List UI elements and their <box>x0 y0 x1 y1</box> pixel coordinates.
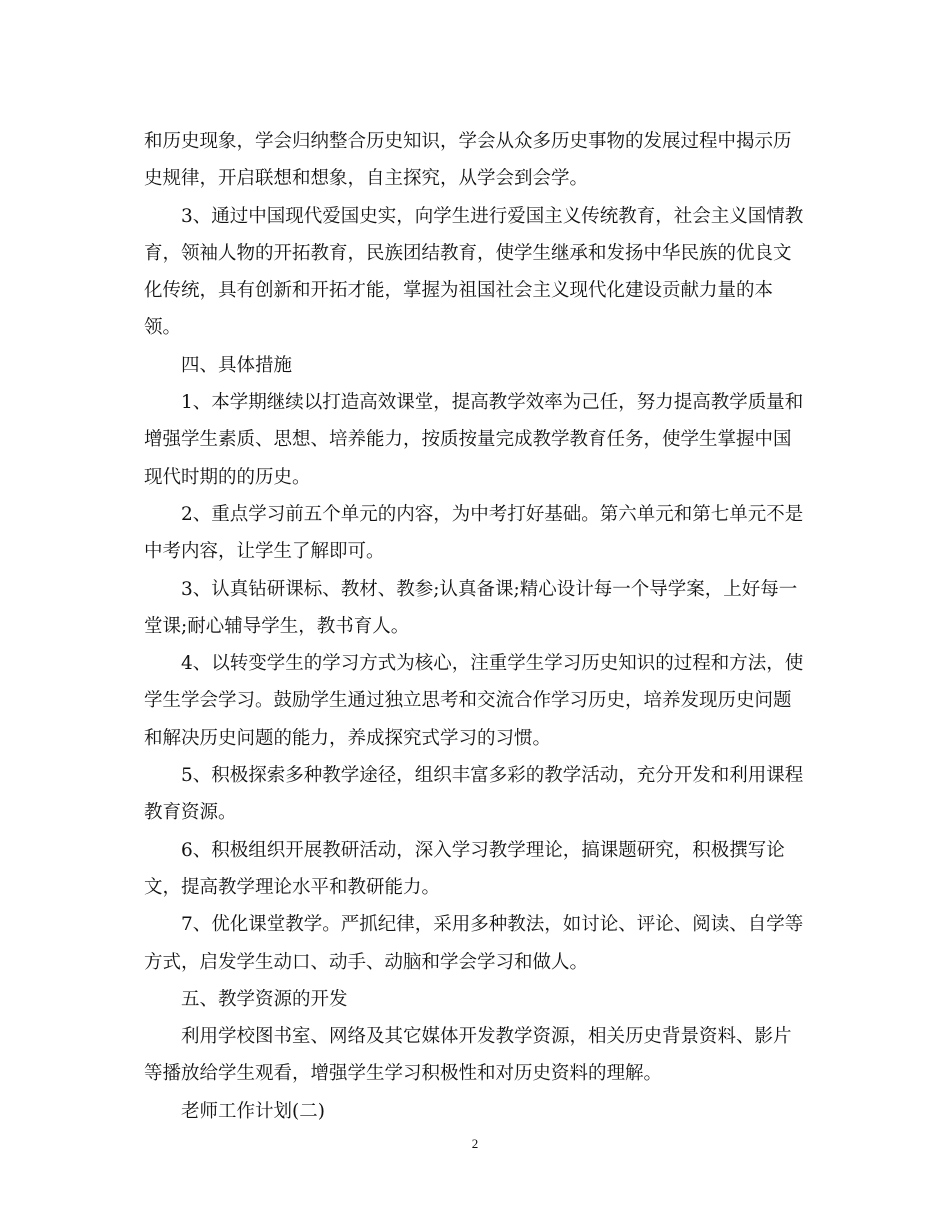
text-line: 教育资源。 <box>144 802 237 824</box>
text-line: 堂课;耐心辅导学生，教书育人。 <box>144 615 410 637</box>
paragraph <box>144 906 808 981</box>
text-line: 方式，启发学生动口、动手、动脑和学会学习和做人。 <box>144 951 589 973</box>
text-line: 6、积极组织开展教研活动，深入学习教学理论，搞课题研究，积极撰写论 <box>181 839 785 861</box>
text-line: 增强学生素质、思想、培养能力，按质按量完成教学教育任务，使学生掌握中国 <box>144 429 792 451</box>
text-line: 3、通过中国现代爱国史实，向学生进行爱国主义传统教育，社会主义国情教 <box>181 205 804 227</box>
document-body <box>144 123 808 1130</box>
text-line: 老师工作计划(二) <box>181 1100 325 1122</box>
text-line: 2、重点学习前五个单元的内容，为中考打好基础。第六单元和第七单元不是 <box>181 503 804 525</box>
text-line: 利用学校图书室、网络及其它媒体开发教学资源，相关历史背景资料、影片 <box>181 1026 792 1048</box>
text-line: 4、以转变学生的学习方式为核心，注重学生学习历史知识的过程和方法，使 <box>181 653 804 675</box>
text-line: 和历史现象，学会归纳整合历史知识，学会从众多历史事物的发展过程中揭示历 <box>144 131 792 152</box>
text-line: 化传统，具有创新和开拓才能，掌握为祖国社会主义现代化建设贡献力量的本 <box>144 280 774 302</box>
section-heading <box>144 1093 808 1130</box>
text-line: 现代时期的的历史。 <box>144 466 311 488</box>
paragraph <box>144 384 808 496</box>
paragraph <box>144 571 808 646</box>
paragraph <box>144 496 808 571</box>
text-line: 四、具体措施 <box>181 354 293 376</box>
text-line: 育，领袖人物的开拓教育，民族团结教育，使学生继承和发扬中华民族的优良文 <box>144 242 792 264</box>
paragraph <box>144 123 808 198</box>
paragraph <box>144 645 808 757</box>
text-line: 中考内容，让学生了解即可。 <box>144 541 385 563</box>
paragraph <box>144 198 808 347</box>
section-heading <box>144 981 808 1018</box>
paragraph <box>144 1018 808 1093</box>
text-line: 等播放给学生观看，增强学生学习积极性和对历史资料的理解。 <box>144 1063 663 1085</box>
section-heading <box>144 347 808 384</box>
text-line: 文，提高教学理论水平和教研能力。 <box>144 876 441 898</box>
text-line: 学生学会学习。鼓励学生通过独立思考和交流合作学习历史，培养发现历史问题 <box>144 690 792 712</box>
page-number: 2 <box>471 1136 479 1151</box>
text-line: 领。 <box>144 317 182 339</box>
text-line: 和解决历史问题的能力，养成探究式学习的习惯。 <box>144 727 552 749</box>
text-line: 3、认真钻研课标、教材、教参;认真备课;精心设计每一个导学案，上好每一 <box>181 578 798 600</box>
text-line: 5、积极探索多种教学途径，组织丰富多彩的教学活动，充分开发和利用课程 <box>181 765 804 787</box>
paragraph <box>144 832 808 907</box>
text-line: 1、本学期继续以打造高效课堂，提高教学效率为己任，努力提高教学质量和 <box>181 392 804 414</box>
paragraph <box>144 757 808 832</box>
text-line: 史规律，开启联想和想象，自主探究，从学会到会学。 <box>144 168 589 190</box>
text-line: 五、教学资源的开发 <box>181 988 348 1010</box>
text-line: 7、优化课堂教学。严抓纪律，采用多种教法，如讨论、评论、阅读、自学等 <box>181 914 804 936</box>
